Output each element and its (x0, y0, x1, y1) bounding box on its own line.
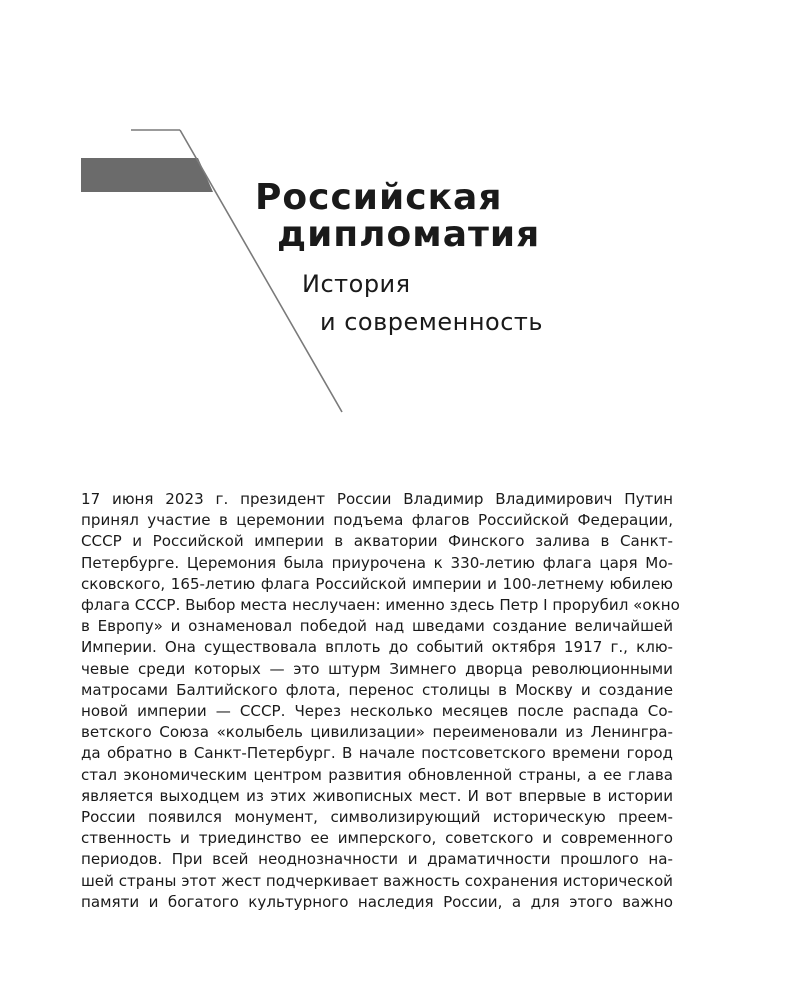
subtitle-line-2: и современность (320, 308, 544, 336)
body-line: периодов. При всей неоднозначности и драматичности прошлого на- (81, 850, 673, 869)
body-line: ветского Союза «колыбель цивилизации» переименовали из Ленингра- (81, 723, 673, 742)
body-line: принял участие в церемонии подъема флагов Российской Федерации, (81, 511, 673, 530)
title-line-2: дипломатия (277, 214, 541, 255)
body-line: является выходцем из этих живописных мест. И вот впервые в истории (81, 786, 673, 805)
body-text (81, 489, 680, 913)
body-line: стал экономическим центром развития обновленной страны, а ее глава (81, 765, 673, 784)
body-line: в Европу» и ознаменовал победой над шведами создание величайшей (81, 617, 673, 636)
body-line: флага СССР. Выбор места неслучаен: именно здесь Петр I прорубил «окно (81, 596, 680, 615)
body-line: матросами Балтийского флота, перенос столицы в Москву и создание (81, 680, 673, 699)
body-line: 17 июня 2023 г. президент России Владимир Владимирович Путин (81, 490, 673, 508)
gray-band (81, 158, 213, 192)
body-line: чевые среди которых — это штурм Зимнего дворца революционными (81, 659, 673, 678)
body-line: Петербурге. Церемония была приурочена к 330-летию флага царя Мо- (81, 553, 673, 572)
body-line: да обратно в Санкт-Петербург. В начале постсоветского времени город (81, 744, 673, 763)
subtitle-line-1: История (302, 270, 411, 298)
body-line: сковского, 165-летию флага Российской империи и 100-летнему юбилею (81, 574, 673, 593)
body-line: России появился монумент, символизирующий историческую преем- (81, 808, 673, 827)
body-line: новой империи — СССР. Через несколько месяцев после распада Со- (81, 702, 673, 721)
body-line: Империи. Она существовала вплоть до событий октября 1917 г., клю- (81, 638, 673, 657)
body-line: ственность и триединство ее имперского, советского и современного (81, 829, 673, 848)
title-line-1: Российская (255, 177, 503, 218)
body-line: памяти и богатого культурного наследия России, а для этого важно (81, 892, 673, 911)
body-line: СССР и Российской империи в акватории Финского залива в Санкт- (81, 532, 673, 551)
body-line: шей страны этот жест подчеркивает важность сохранения исторической (81, 871, 673, 890)
